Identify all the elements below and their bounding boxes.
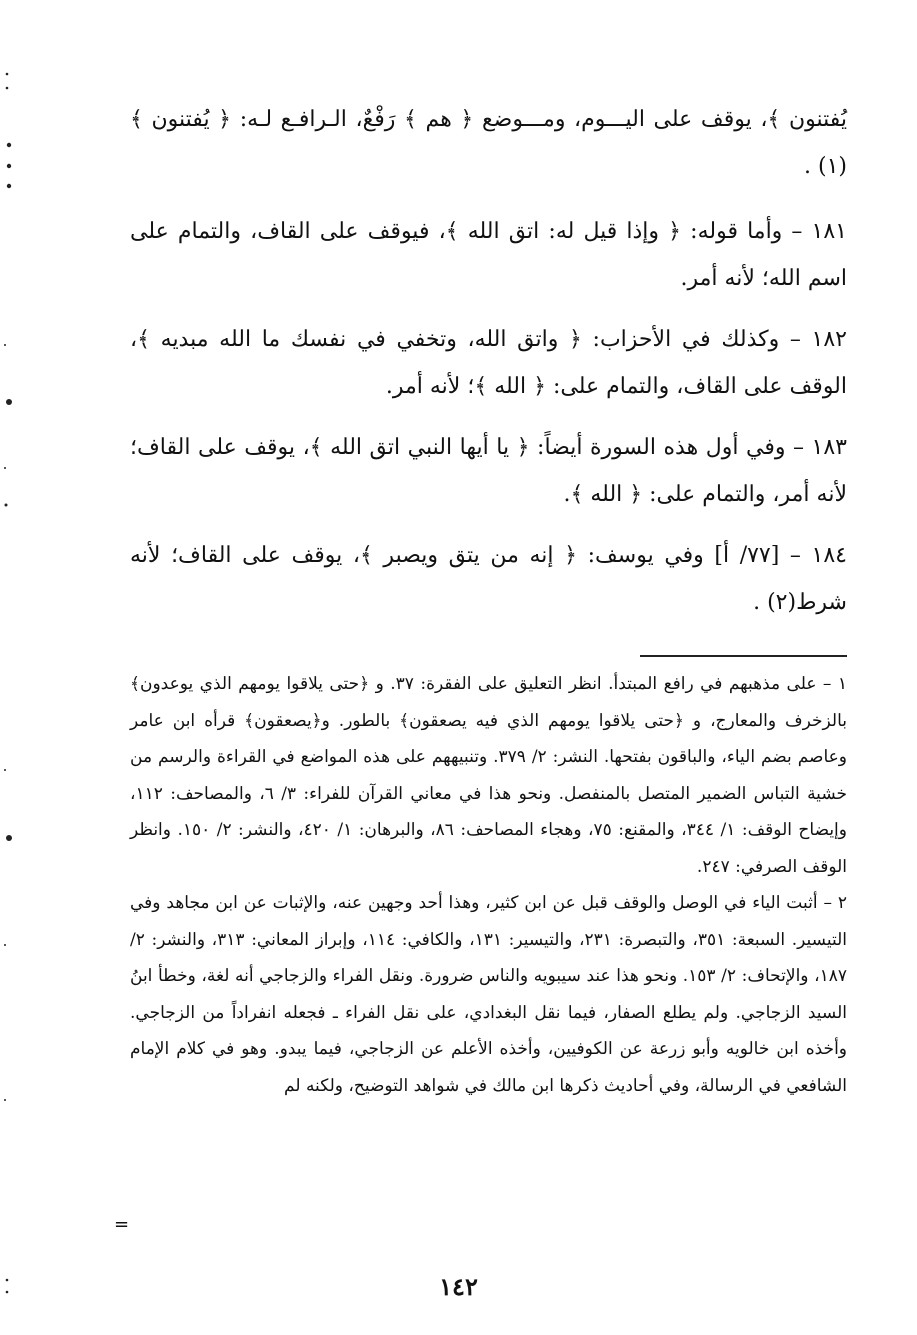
- main-paragraph-181: ١٨١ – وأما قوله: ﴿ وإذا قيل له: اتق الله ﴾، فيوقف على القاف، والتمام على اسم الله؛ لأنه أمر.: [130, 219, 847, 291]
- footnote-2: ٢ – أثبت الياء في الوصل والوقف قبل عن ابن كثير، وهذا أحد وجهين عنه، والإثبات عن ابن مجاهد وفي التيسير. السبعة: ٣٥١، والتبصرة: ٢٣١، والتيسير: ١٣١، والكافي: ١١٤، وإبراز المعاني: ٣١٣، والنشر: ٢/ ١٨٧، والإتحاف: ٢/ ١٥٣. ونحو هذا عند سيبويه والناس ضرورة. ونقل الفراء والزجاجي أنه لغة، وخطأ ابنُ السيد الزجاجي. ولم يطلع الصفار، فيما نقل البغدادي، على نقل الفراء ـ فجعله انفراداً من الزجاجي. وأخذه ابن خالويه وأبو زرعة عن الكوفيين، وأخذه الأعلم عن الزجاجي، فيما يبدو. وهو في كلام الإمام الشافعي في الرسالة، وفي أحاديث ذكرها ابن مالك في شواهد التوضيح، ولكنه لم: [130, 893, 847, 1096]
- footnotes: [130, 666, 847, 1104]
- continuation-mark: =: [114, 1214, 130, 1235]
- footnote-separator: [640, 655, 847, 657]
- scan-edge-marks: [0, 0, 20, 1335]
- main-text: [130, 96, 847, 640]
- footnote-1: ١ – على مذهبهم في رافع المبتدأ. انظر التعليق على الفقرة: ٣٧. و ﴿حتى يلاقوا يومهم الذي يوعدون﴾ بالزخرف والمعارج، و ﴿حتى يلاقوا يومهم الذي فيه يصعقون﴾ بالطور. و﴿يصعقون﴾ قرأه ابن عامر وعاصم بضم الياء، والباقون بفتحها. النشر: ٢/ ٣٧٩. وتنبيههم على هذه المواضع في القراءة والرسم من خشية التباس الضمير المتصل بالمنفصل. ونحو هذا في معاني القرآن للفراء: ٣/ ٦، والمصاحف: ١١٢، وإيضاح الوقف: ١/ ٣٤٤، والمقنع: ٧٥، وهجاء المصاحف: ٨٦، والبرهان: ١/ ٤٢٠، والنشر: ٢/ ١٥٠. وانظر الوقف الصرفي: ٢٤٧.: [130, 674, 847, 877]
- page-number: ١٤٢: [439, 1272, 478, 1301]
- main-paragraph-184: ١٨٤ – [٧٧/ أ] وفي يوسف: ﴿ إنه من يتق ويصبر ﴾، يوقف على القاف؛ لأنه شرط(٢) .: [130, 543, 847, 615]
- main-paragraph-182: ١٨٢ – وكذلك في الأحزاب: ﴿ واتق الله، وتخفي في نفسك ما الله مبديه ﴾، الوقف على القاف، والتمام على: ﴿ الله ﴾؛ لأنه أمر.: [130, 327, 847, 399]
- main-paragraph-183: ١٨٣ – وفي أول هذه السورة أيضاً: ﴿ يا أيها النبي اتق الله ﴾، يوقف على القاف؛ لأنه أمر، والتمام على: ﴿ الله ﴾.: [130, 435, 847, 507]
- main-paragraph-1: يُفتنون ﴾، يوقف على اليـــوم، ومـــوضع ﴿ هم ﴾ رَفْعٌ، الـرافـع لـه: ﴿ يُفتنون ﴾ (١) .: [130, 107, 847, 179]
